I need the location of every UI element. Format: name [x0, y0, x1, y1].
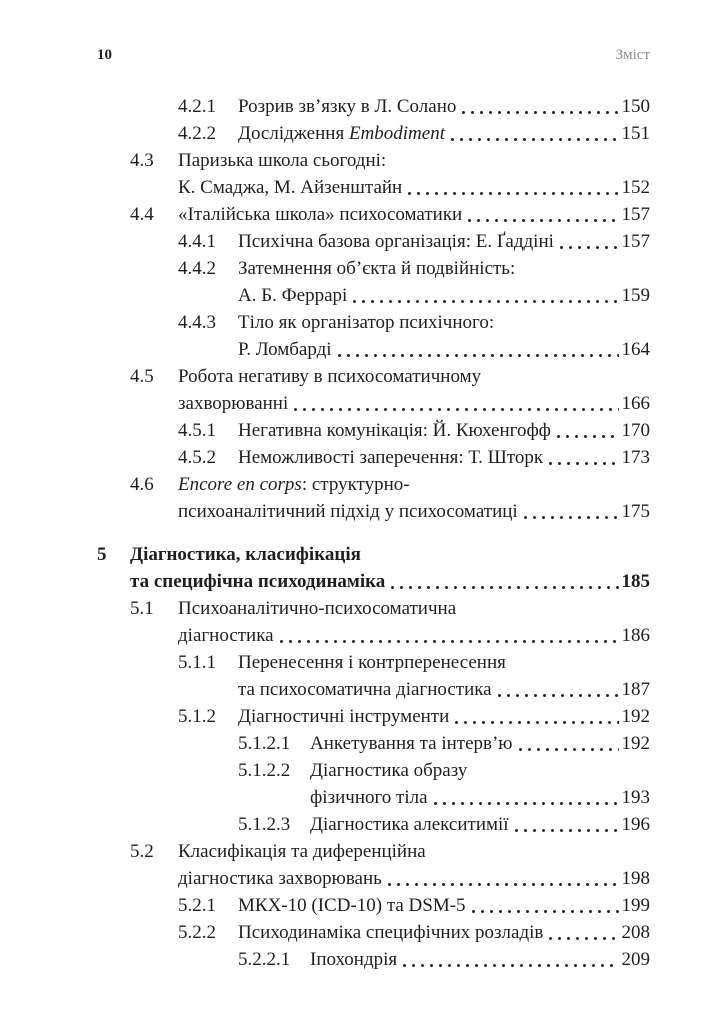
entry-text: Розрив зв’язку в Л. Солано: [238, 96, 457, 117]
entry-line: [130, 568, 650, 595]
entry-page-number: 159: [621, 285, 650, 306]
entry-number: 5.1.2.3: [238, 814, 291, 835]
entry-line: [238, 417, 650, 444]
entry-number: 4.5.2: [178, 447, 216, 468]
entry-text: захворюванні: [178, 393, 289, 414]
entry-line: [310, 784, 650, 811]
entry-text: А. Б. Феррарі: [238, 285, 348, 306]
dot-leader: [390, 585, 618, 590]
dot-leader: [559, 245, 619, 250]
entry-line: [238, 892, 650, 919]
entry-body: [238, 444, 650, 471]
toc-entry: [238, 757, 650, 811]
entry-text: психоаналітичний підхід у психосоматиці: [178, 501, 518, 522]
entry-line: [130, 541, 650, 568]
entry-body: [178, 595, 650, 649]
toc-entry: [130, 838, 650, 892]
entry-text: та психосоматична діагностика: [238, 679, 492, 700]
entry-text: МКХ-10 (ICD-10) та DSM-5: [238, 895, 466, 916]
entry-line: [178, 390, 650, 417]
entry-page-number: 196: [621, 814, 650, 835]
entry-text: Тіло як організатор психічного:: [238, 312, 495, 333]
entry-text: Затемнення об’єкта й подвійність:: [238, 258, 516, 279]
dot-leader: [548, 936, 618, 941]
toc-entry: [97, 541, 650, 595]
toc-entry: [178, 309, 650, 363]
entry-page-number: 208: [621, 922, 650, 943]
entry-body: [178, 147, 650, 201]
entry-text: Діагностика алекситимії: [310, 814, 509, 835]
entry-page-number: 164: [621, 339, 650, 360]
entry-number: 4.6: [130, 474, 154, 495]
entry-text: Паризька школа сьогодні:: [178, 150, 387, 171]
entry-body: [310, 811, 650, 838]
entry-text: Р. Ломбарді: [238, 339, 332, 360]
entry-number: 5: [97, 544, 107, 565]
entry-text: Негативна комунікація: Й. Кюхенгофф: [238, 420, 551, 441]
entry-text: Дослідження Embodiment: [238, 123, 445, 144]
entry-text: К. Смаджа, М. Айзенштайн: [178, 177, 403, 198]
toc-entry: [178, 892, 650, 919]
entry-number: 5.1.2: [178, 706, 216, 727]
dot-leader: [454, 720, 618, 725]
entry-number: 4.4: [130, 204, 154, 225]
entry-line: [238, 676, 650, 703]
toc-entry: [178, 93, 650, 120]
toc-list: [97, 93, 650, 973]
entry-body: [238, 417, 650, 444]
entry-number: 5.2.1: [178, 895, 216, 916]
toc-entry: [178, 120, 650, 147]
entry-number: 4.5: [130, 366, 154, 387]
dot-leader: [523, 515, 619, 520]
entry-line: [310, 757, 650, 784]
entry-body: [178, 363, 650, 417]
toc-entry: [178, 417, 650, 444]
entry-text: Психоаналітично-психосоматична: [178, 598, 457, 619]
entry-text: Іпохондрія: [310, 949, 398, 970]
dot-leader: [518, 747, 619, 752]
toc-entry: [130, 471, 650, 525]
entry-number: 5.2: [130, 841, 154, 862]
toc-entry: [130, 201, 650, 228]
entry-number: 5.2.2.1: [238, 949, 291, 970]
dot-leader: [387, 882, 619, 887]
entry-line: [310, 946, 650, 973]
entry-line: [238, 649, 650, 676]
dot-leader: [450, 137, 619, 142]
entry-text: Психічна базова організація: Е. Ґаддіні: [238, 231, 554, 252]
entry-number: 5.2.2: [178, 922, 216, 943]
dot-leader: [293, 407, 618, 412]
entry-number: 5.1.2.1: [238, 733, 291, 754]
entry-page-number: 187: [621, 679, 650, 700]
entry-text: Анкетування та інтерв’ю: [310, 733, 513, 754]
entry-page-number: 186: [621, 625, 650, 646]
toc-entry: [178, 919, 650, 946]
entry-page-number: 166: [621, 393, 650, 414]
entry-page-number: 199: [621, 895, 650, 916]
entry-body: [238, 309, 650, 363]
entry-text: Перенесення і контрперенесення: [238, 652, 506, 673]
dot-leader: [497, 693, 619, 698]
entry-line: [178, 622, 650, 649]
entry-page-number: 151: [621, 123, 650, 144]
entry-body: [310, 946, 650, 973]
entry-number: 5.1.1: [178, 652, 216, 673]
dot-leader: [402, 963, 618, 968]
toc-entry: [130, 363, 650, 417]
entry-line: [178, 838, 650, 865]
toc-entry: [130, 595, 650, 649]
entry-body: [238, 228, 650, 255]
entry-text: «Італійська школа» психосоматики: [178, 204, 463, 225]
entry-line: [310, 811, 650, 838]
entry-line: [238, 703, 650, 730]
entry-number: 5.1.2.2: [238, 760, 291, 781]
entry-line: [178, 471, 650, 498]
entry-line: [310, 730, 650, 757]
entry-text: Неможливості заперечення: Т. Шторк: [238, 447, 544, 468]
entry-line: [178, 174, 650, 201]
entry-body: [238, 703, 650, 730]
entry-page-number: 185: [621, 571, 650, 592]
entry-body: [178, 471, 650, 525]
entry-page-number: 209: [621, 949, 650, 970]
entry-body: [310, 757, 650, 811]
entry-line: [238, 282, 650, 309]
entry-number: 5.1: [130, 598, 154, 619]
entry-line: [178, 201, 650, 228]
folio-page-number: 10: [97, 47, 112, 63]
entry-page-number: 152: [621, 177, 650, 198]
entry-number: 4.4.1: [178, 231, 216, 252]
toc-entry: [178, 444, 650, 471]
entry-line: [178, 865, 650, 892]
entry-body: [238, 120, 650, 147]
entry-page-number: 170: [621, 420, 650, 441]
entry-body: [130, 541, 650, 595]
running-header-title: Зміст: [615, 47, 650, 63]
entry-text: Діагностичні інструменти: [238, 706, 450, 727]
entry-line: [178, 147, 650, 174]
entry-line: [178, 498, 650, 525]
entry-page-number: 175: [621, 501, 650, 522]
toc-entry: [130, 147, 650, 201]
entry-page-number: 192: [621, 706, 650, 727]
entry-text: Психодинаміка специфічних розладів: [238, 922, 544, 943]
entry-page-number: 193: [621, 787, 650, 808]
entry-text: Діагностика образу: [310, 760, 468, 781]
entry-body: [178, 201, 650, 228]
entry-page-number: 198: [621, 868, 650, 889]
entry-page-number: 173: [621, 447, 650, 468]
entry-body: [238, 93, 650, 120]
entry-body: [238, 919, 650, 946]
entry-text: діагностика: [178, 625, 274, 646]
entry-line: [178, 595, 650, 622]
entry-body: [238, 649, 650, 703]
dot-leader: [471, 909, 619, 914]
entry-text: фізичного тіла: [310, 787, 428, 808]
dot-leader: [337, 353, 619, 358]
dot-leader: [548, 461, 618, 466]
entry-text: діагностика захворювань: [178, 868, 382, 889]
entry-number: 4.4.2: [178, 258, 216, 279]
dot-leader: [352, 299, 618, 304]
entry-number: 4.2.2: [178, 123, 216, 144]
toc-entry: [178, 228, 650, 255]
entry-line: [178, 363, 650, 390]
dot-leader: [556, 434, 619, 439]
toc-entry: [178, 255, 650, 309]
entry-text: Робота негативу в психосоматичному: [178, 366, 482, 387]
entry-body: [310, 730, 650, 757]
entry-page-number: 157: [621, 231, 650, 252]
entry-page-number: 157: [621, 204, 650, 225]
entry-text: Діагностика, класифікація: [130, 544, 361, 565]
entry-line: [238, 919, 650, 946]
entry-number: 4.4.3: [178, 312, 216, 333]
toc-entry: [178, 649, 650, 703]
page-header: [97, 46, 650, 64]
entry-body: [238, 255, 650, 309]
dot-leader: [407, 191, 618, 196]
toc-entry: [238, 946, 650, 973]
entry-body: [178, 838, 650, 892]
dot-leader: [461, 110, 618, 115]
entry-number: 4.3: [130, 150, 154, 171]
entry-text: Класифікація та диференційна: [178, 841, 426, 862]
entry-line: [238, 336, 650, 363]
dot-leader: [279, 639, 619, 644]
entry-line: [238, 228, 650, 255]
entry-text: Encore en corps: структурно-: [178, 474, 410, 495]
entry-line: [238, 444, 650, 471]
dot-leader: [514, 828, 619, 833]
dot-leader: [433, 801, 619, 806]
entry-text: та специфічна психодинаміка: [130, 571, 386, 592]
entry-line: [238, 93, 650, 120]
entry-line: [238, 255, 650, 282]
entry-page-number: 150: [621, 96, 650, 117]
entry-page-number: 192: [621, 733, 650, 754]
dot-leader: [467, 218, 618, 223]
toc-entry: [178, 703, 650, 730]
toc-entry: [238, 811, 650, 838]
entry-number: 4.5.1: [178, 420, 216, 441]
entry-line: [238, 120, 650, 147]
entry-line: [238, 309, 650, 336]
entry-body: [238, 892, 650, 919]
toc-entry: [238, 730, 650, 757]
entry-number: 4.2.1: [178, 96, 216, 117]
